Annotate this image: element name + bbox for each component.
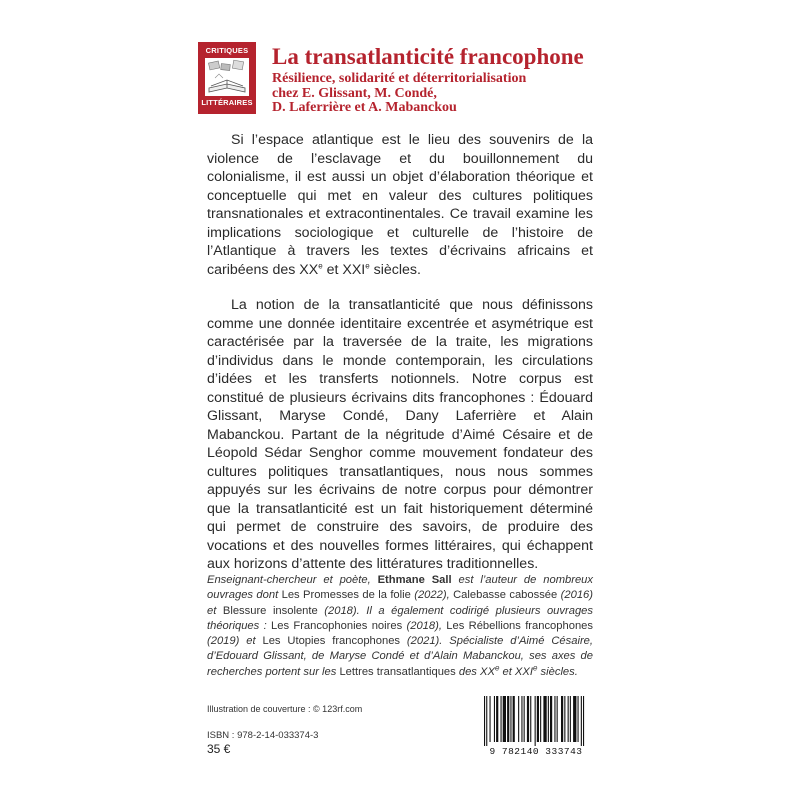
barcode-bar	[583, 696, 584, 746]
subtitle-line: chez E. Glissant, M. Condé,	[272, 85, 437, 101]
barcode-bar	[578, 696, 579, 742]
text-span: siècles.	[369, 261, 421, 278]
superscript: e	[494, 663, 500, 673]
barcode-bar	[573, 696, 576, 742]
text-span: et XXI	[322, 261, 366, 278]
barcode-digits: 9 782140 333743	[489, 746, 583, 757]
barcode-bar	[494, 696, 495, 742]
barcode-bar	[490, 696, 491, 742]
subtitle-line: Résilience, solidarité et déterritorialisation	[272, 71, 527, 86]
barcode-bar	[564, 696, 565, 742]
barcode-bar	[561, 696, 563, 742]
collection-badge	[198, 42, 256, 114]
barcode-bar	[513, 696, 515, 742]
barcode-bar	[550, 696, 552, 742]
book-reference: Les Francophonies noires	[271, 619, 403, 632]
text-span: des XX	[455, 665, 495, 678]
barcode-bar	[527, 696, 529, 742]
barcode	[476, 696, 596, 760]
barcode-bar	[510, 696, 511, 742]
book-reference: Les Promesses de la folie	[281, 589, 411, 602]
barcode-bar	[484, 696, 485, 746]
book-subtitle	[272, 72, 572, 116]
badge-top-label: CRITIQUES	[205, 46, 249, 55]
barcode-bar	[540, 696, 541, 742]
barcode-bar	[535, 696, 536, 746]
text-span: (2018),	[402, 619, 447, 632]
subtitle-line: D. Laferrière et A. Mabanckou	[272, 100, 457, 115]
price: 35 €	[207, 742, 231, 756]
book-reference: Lettres transatlantiques	[339, 665, 456, 678]
author-bio	[207, 573, 593, 680]
barcode-bar	[570, 696, 571, 742]
barcode-bar	[501, 696, 502, 742]
barcode-bar	[486, 696, 487, 746]
text-span: est l’auteur de nombreux ouvrages dont	[207, 574, 593, 602]
barcode-bars	[476, 696, 596, 746]
books-illustration-icon	[205, 58, 249, 96]
barcode-bar	[530, 696, 531, 742]
book-reference: Blessure insolente	[222, 604, 318, 617]
barcode-bar	[503, 696, 506, 742]
badge-bottom-label: LITTÉRAIRES	[201, 98, 253, 107]
superscript: e	[532, 663, 538, 673]
barcode-bar	[543, 696, 546, 742]
superscript: e	[365, 260, 370, 270]
text-span: Enseignant-chercheur et poète,	[207, 574, 378, 586]
superscript: e	[318, 260, 323, 270]
open-book-icon	[205, 58, 249, 96]
summary-text	[207, 131, 593, 574]
text-span: Si l’espace atlantique est le lieu des souvenirs de la violence de l’esclavage et du bouillonnement du colonialisme, il est aussi un objet d’élaboration théorique et conceptuelle qui met en valeur des cultures politiques transnationales et extracontinentales. Ce travail examine les implications sociologique et culturelle de l’histoire de l’Atlantique à travers les textes d’écrivains africains et caribéens des XX	[207, 132, 593, 278]
barcode-bar	[496, 696, 498, 742]
book-title: La transatlanticité francophone	[272, 44, 584, 69]
text-span: (2022),	[410, 589, 454, 602]
barcode-bar	[518, 696, 519, 742]
barcode-bar	[568, 696, 569, 742]
text-span: (2019) et	[207, 635, 263, 648]
barcode-bar	[507, 696, 509, 742]
barcode-bar	[548, 696, 549, 742]
text-span: (2021). Spécialiste d’Aimé Césaire, d’Edouard Glissant, de Maryse Condé et d’Alain Mabanckou, ses axes de recherches portent sur les	[207, 635, 594, 678]
illustration-credit: Illustration de couverture : © 123rf.com	[207, 704, 363, 714]
author-name: Ethmane Sall	[377, 574, 452, 586]
barcode-bar	[554, 696, 555, 742]
isbn: ISBN : 978-2-14-033374-3	[207, 730, 319, 741]
text-span: (2018). Il a également codirigé plusieurs ouvrages théoriques :	[207, 604, 593, 632]
text-span: siècles.	[537, 665, 578, 678]
text-span: (2016) et	[207, 589, 593, 617]
barcode-bar	[521, 696, 522, 742]
summary-paragraph-1	[207, 131, 593, 279]
barcode-bar	[537, 696, 539, 742]
book-reference: Les Utopies francophones	[262, 635, 401, 648]
text-span: et XXI	[499, 665, 533, 678]
barcode-bar	[557, 696, 558, 742]
book-reference: Les Rébellions francophones	[446, 619, 593, 632]
summary-paragraph-2: La notion de la transatlanticité que nous définissons comme une donnée identitaire excentrée et asymétrique est caractérisée par la traversée de la traite, les migrations d’individus dans le monde contemporain, les circulations d’idées et les transferts notionnels. Notre corpus est constitué de plusieurs écrivains dits francophones : Édouard Glissant, Maryse Condé, Dany Laferrière et Alain Mabanckou. Partant de la négritude d’Aimé Césaire et de Léopold Sédar Senghor comme mouvement fondateur des cultures politiques transatlantiques, nous nous sommes appuyés sur les écrivains de notre corpus pour démontrer que la transatlanticité est un fait historiquement déterminé qui permet de construire des savoirs, de produire des vocations et des nouvelles formes littéraires, qui échappent aux horizons d’attente des littératures traditionnelles.	[207, 297, 593, 572]
barcode-bar	[581, 696, 582, 746]
book-reference: Calebasse cabossée	[453, 589, 558, 602]
barcode-bar	[524, 696, 525, 742]
